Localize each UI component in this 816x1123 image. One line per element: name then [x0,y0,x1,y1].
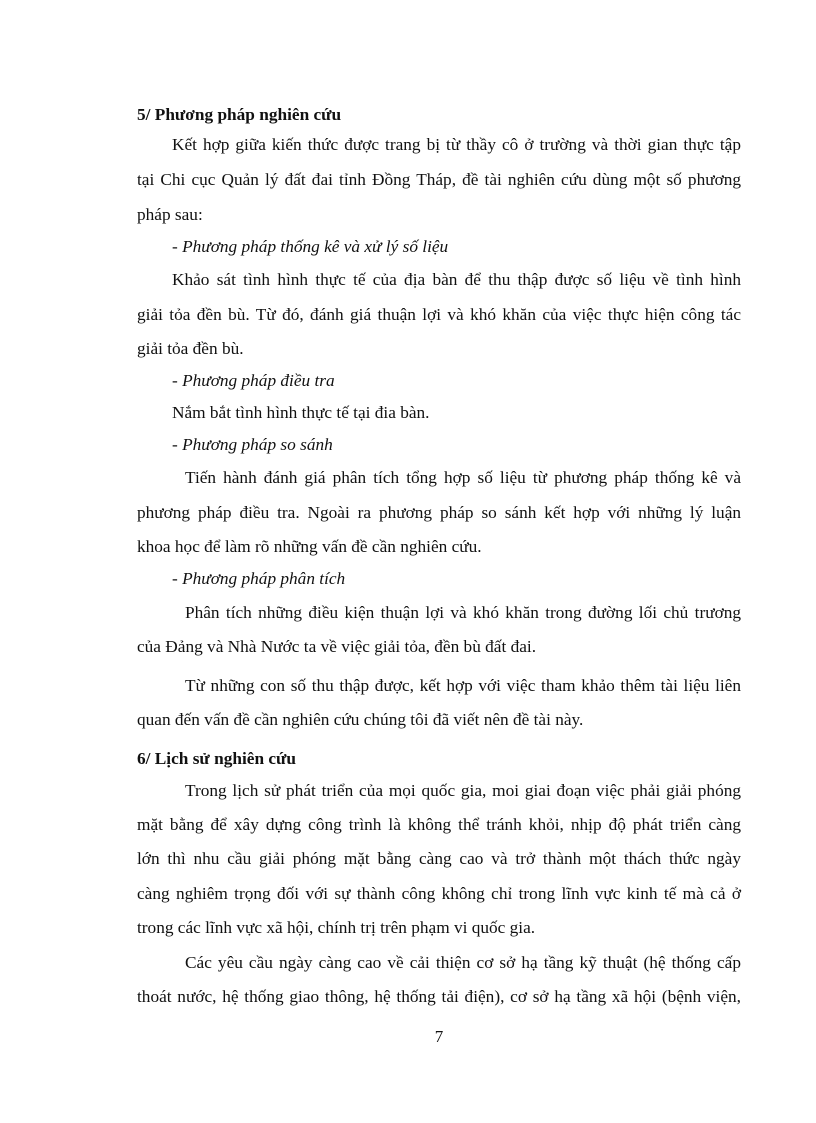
paragraph-line: Khảo sát tình hình thực tế của địa bàn để thu thập được số liệu về tình hình [172,270,741,289]
paragraph-line: thoát nước, hệ thống giao thông, hệ thống tải điện), cơ sở hạ tầng xã hội (bệnh viện, [137,987,741,1006]
method-title: - Phương pháp điều tra [172,371,335,390]
paragraph-line: Phân tích những điều kiện thuận lợi và khó khăn trong đường lối chủ trương [185,603,741,622]
method-title: - Phương pháp so sánh [172,435,333,454]
paragraph-line: Từ những con số thu thập được, kết hợp với việc tham khảo thêm tài liệu liên [185,676,741,695]
section-5-heading: 5/ Phương pháp nghiên cứu [137,105,342,124]
paragraph-line: mặt bằng để xây dựng công trình là không thể tránh khỏi, nhịp độ phát triển càng [137,815,741,834]
paragraph-line: Các yêu cầu ngày càng cao về cải thiện cơ sở hạ tầng kỹ thuật (hệ thống cấp [185,953,741,972]
method-title: - Phương pháp phân tích [172,569,346,588]
document-page [137,96,741,1096]
paragraph-line: Trong lịch sử phát triển của mọi quốc gia, moi giai đoạn việc phải giải phóng [185,781,741,800]
paragraph-line: Kết hợp giữa kiến thức được trang bị từ thầy cô ở trường và thời gian thực tập [172,135,741,154]
paragraph-line: khoa học để làm rõ những vấn đề cần nghiên cứu. [137,537,482,556]
paragraph-line: lớn thì nhu cầu giải phóng mặt bằng càng cao và trở thành một thách thức ngày [137,849,741,868]
paragraph-line: giải tỏa đền bù. Từ đó, đánh giá thuận lợi và khó khăn của việc thực hiện công tác [137,305,741,324]
paragraph-line: càng nghiêm trọng đối với sự thành công không chỉ trong lĩnh vực kinh tế mà cả ở [137,884,741,903]
paragraph-line: Tiến hành đánh giá phân tích tổng hợp số liệu từ phương pháp thống kê và [185,468,741,487]
paragraph-line: trong các lĩnh vực xã hội, chính trị trên phạm vi quốc gia. [137,918,536,937]
section-6-heading: 6/ Lịch sử nghiên cứu [137,749,297,768]
page-number: 7 [434,1027,444,1046]
paragraph-line: giải tỏa đền bù. [137,339,244,358]
paragraph-line: quan đến vấn đề cần nghiên cứu chúng tôi đã viết nên đề tài này. [137,710,584,729]
method-title: - Phương pháp thống kê và xử lý số liệu [172,237,449,256]
paragraph-line: phương pháp điều tra. Ngoài ra phương pháp so sánh kết hợp với những lý luận [137,503,741,522]
paragraph-line: tại Chi cục Quản lý đất đai tỉnh Đồng Tháp, đề tài nghiên cứu dùng một số phương [137,170,741,189]
paragraph-line: Nắm bắt tình hình thực tế tại đia bàn. [172,403,430,422]
paragraph-line: của Đảng và Nhà Nước ta về việc giải tỏa, đền bù đất đai. [137,637,537,656]
paragraph-line: pháp sau: [137,205,203,224]
